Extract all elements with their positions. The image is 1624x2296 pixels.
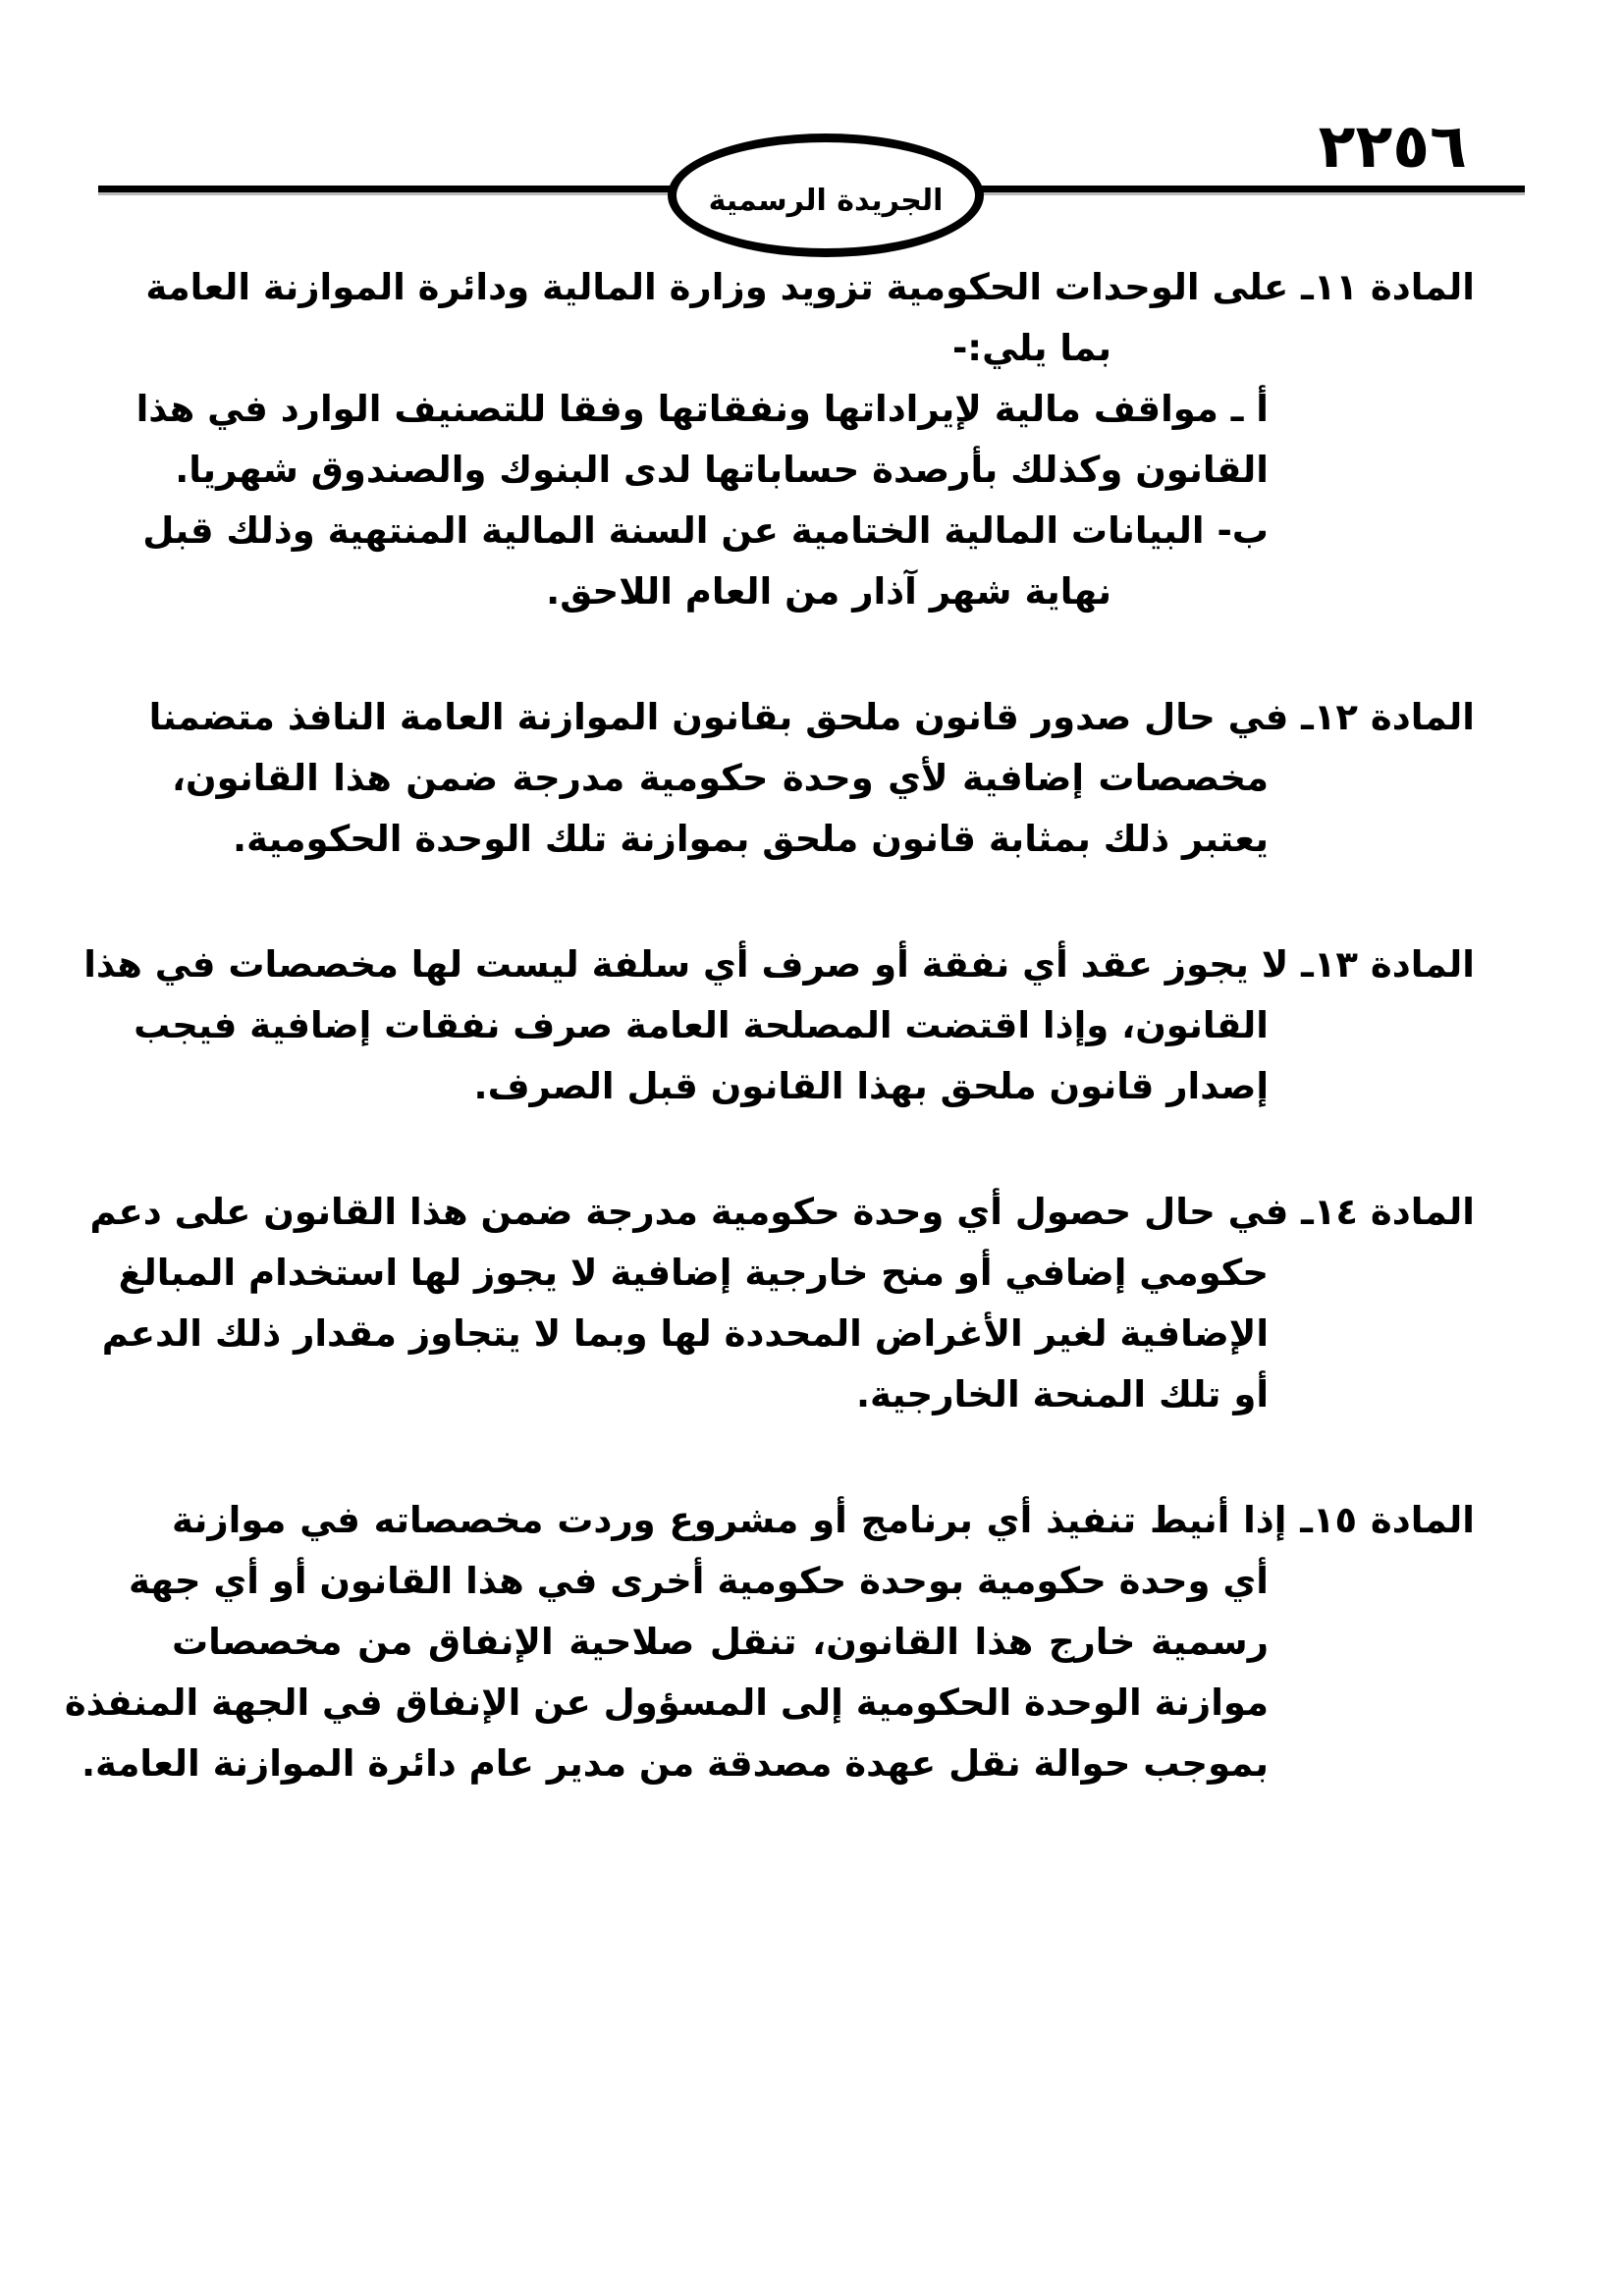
gazette-title: الجريدة الرسمية (708, 183, 944, 218)
article-11-line: المادة ١١ـ على الوحدات الحكومية تزويد وزارة المالية ودائرة الموازنة العامة (145, 266, 1475, 308)
article-13-line: القانون، وإذا اقتضت المصلحة العامة صرف نفقات إضافية فيجب (134, 1004, 1269, 1046)
article-12-line: يعتبر ذلك بمثابة قانون ملحق بموازنة تلك الوحدة الحكومية. (232, 818, 1269, 860)
article-11-line: القانون وكذلك بأرصدة حساباتها لدى البنوك والصندوق شهريا. (175, 449, 1269, 491)
article-13-line: المادة ١٣ـ لا يجوز عقد أي نفقة أو صرف أي سلفة ليست لها مخصصات في هذا (83, 943, 1475, 986)
article-11-line: نهاية شهر آذار من العام اللاحق. (546, 570, 1111, 613)
document-body (64, 257, 1475, 1859)
article-11 (135, 257, 1475, 622)
article-14-line: الإضافية لغير الأغراض المحددة لها وبما لا يتجاوز مقدار ذلك الدعم (101, 1312, 1269, 1355)
article-14-line: أو تلك المنحة الخارجية. (855, 1373, 1269, 1415)
article-15-line: أي وحدة حكومية بوحدة حكومية أخرى في هذا القانون أو أي جهة (128, 1560, 1269, 1602)
article-14-line: حكومي إضافي أو منح خارجية إضافية لا يجوز لها استخدام المبالغ (118, 1252, 1269, 1294)
article-12 (148, 687, 1475, 870)
gazette-badge (668, 133, 984, 257)
article-14 (89, 1182, 1475, 1425)
article-15 (64, 1490, 1475, 1794)
page-number: ٢٢٥٦ (1318, 110, 1467, 182)
article-11-line: ب- البيانات المالية الختامية عن السنة المالية المنتهية وذلك قبل (142, 509, 1269, 552)
article-12-line: مخصصات إضافية لأي وحدة حكومية مدرجة ضمن هذا القانون، (172, 757, 1269, 799)
article-13-line: إصدار قانون ملحق بهذا القانون قبل الصرف. (473, 1065, 1269, 1107)
article-15-line: رسمية خارج هذا القانون، تنقل صلاحية الإنفاق من مخصصات (172, 1621, 1269, 1663)
article-15-line: بموجب حوالة نقل عهدة مصدقة من مدير عام دائرة الموازنة العامة. (81, 1742, 1269, 1785)
article-14-line: المادة ١٤ـ في حال حصول أي وحدة حكومية مدرجة ضمن هذا القانون على دعم (89, 1191, 1475, 1233)
article-12-line: المادة ١٢ـ في حال صدور قانون ملحق بقانون الموازنة العامة النافذ متضمنا (148, 696, 1475, 738)
article-15-line: موازنة الوحدة الحكومية إلى المسؤول عن الإنفاق في الجهة المنفذة (64, 1682, 1269, 1724)
article-11-line: بما يلي:- (951, 327, 1111, 369)
article-15-line: المادة ١٥ـ إذا أنيط تنفيذ أي برنامج أو مشروع وردت مخصصاته في موازنة (172, 1499, 1475, 1541)
article-11-line: أ ـ مواقف مالية لإيراداتها ونفقاتها وفقا للتصنيف الوارد في هذا (135, 388, 1269, 430)
article-13 (83, 934, 1475, 1117)
